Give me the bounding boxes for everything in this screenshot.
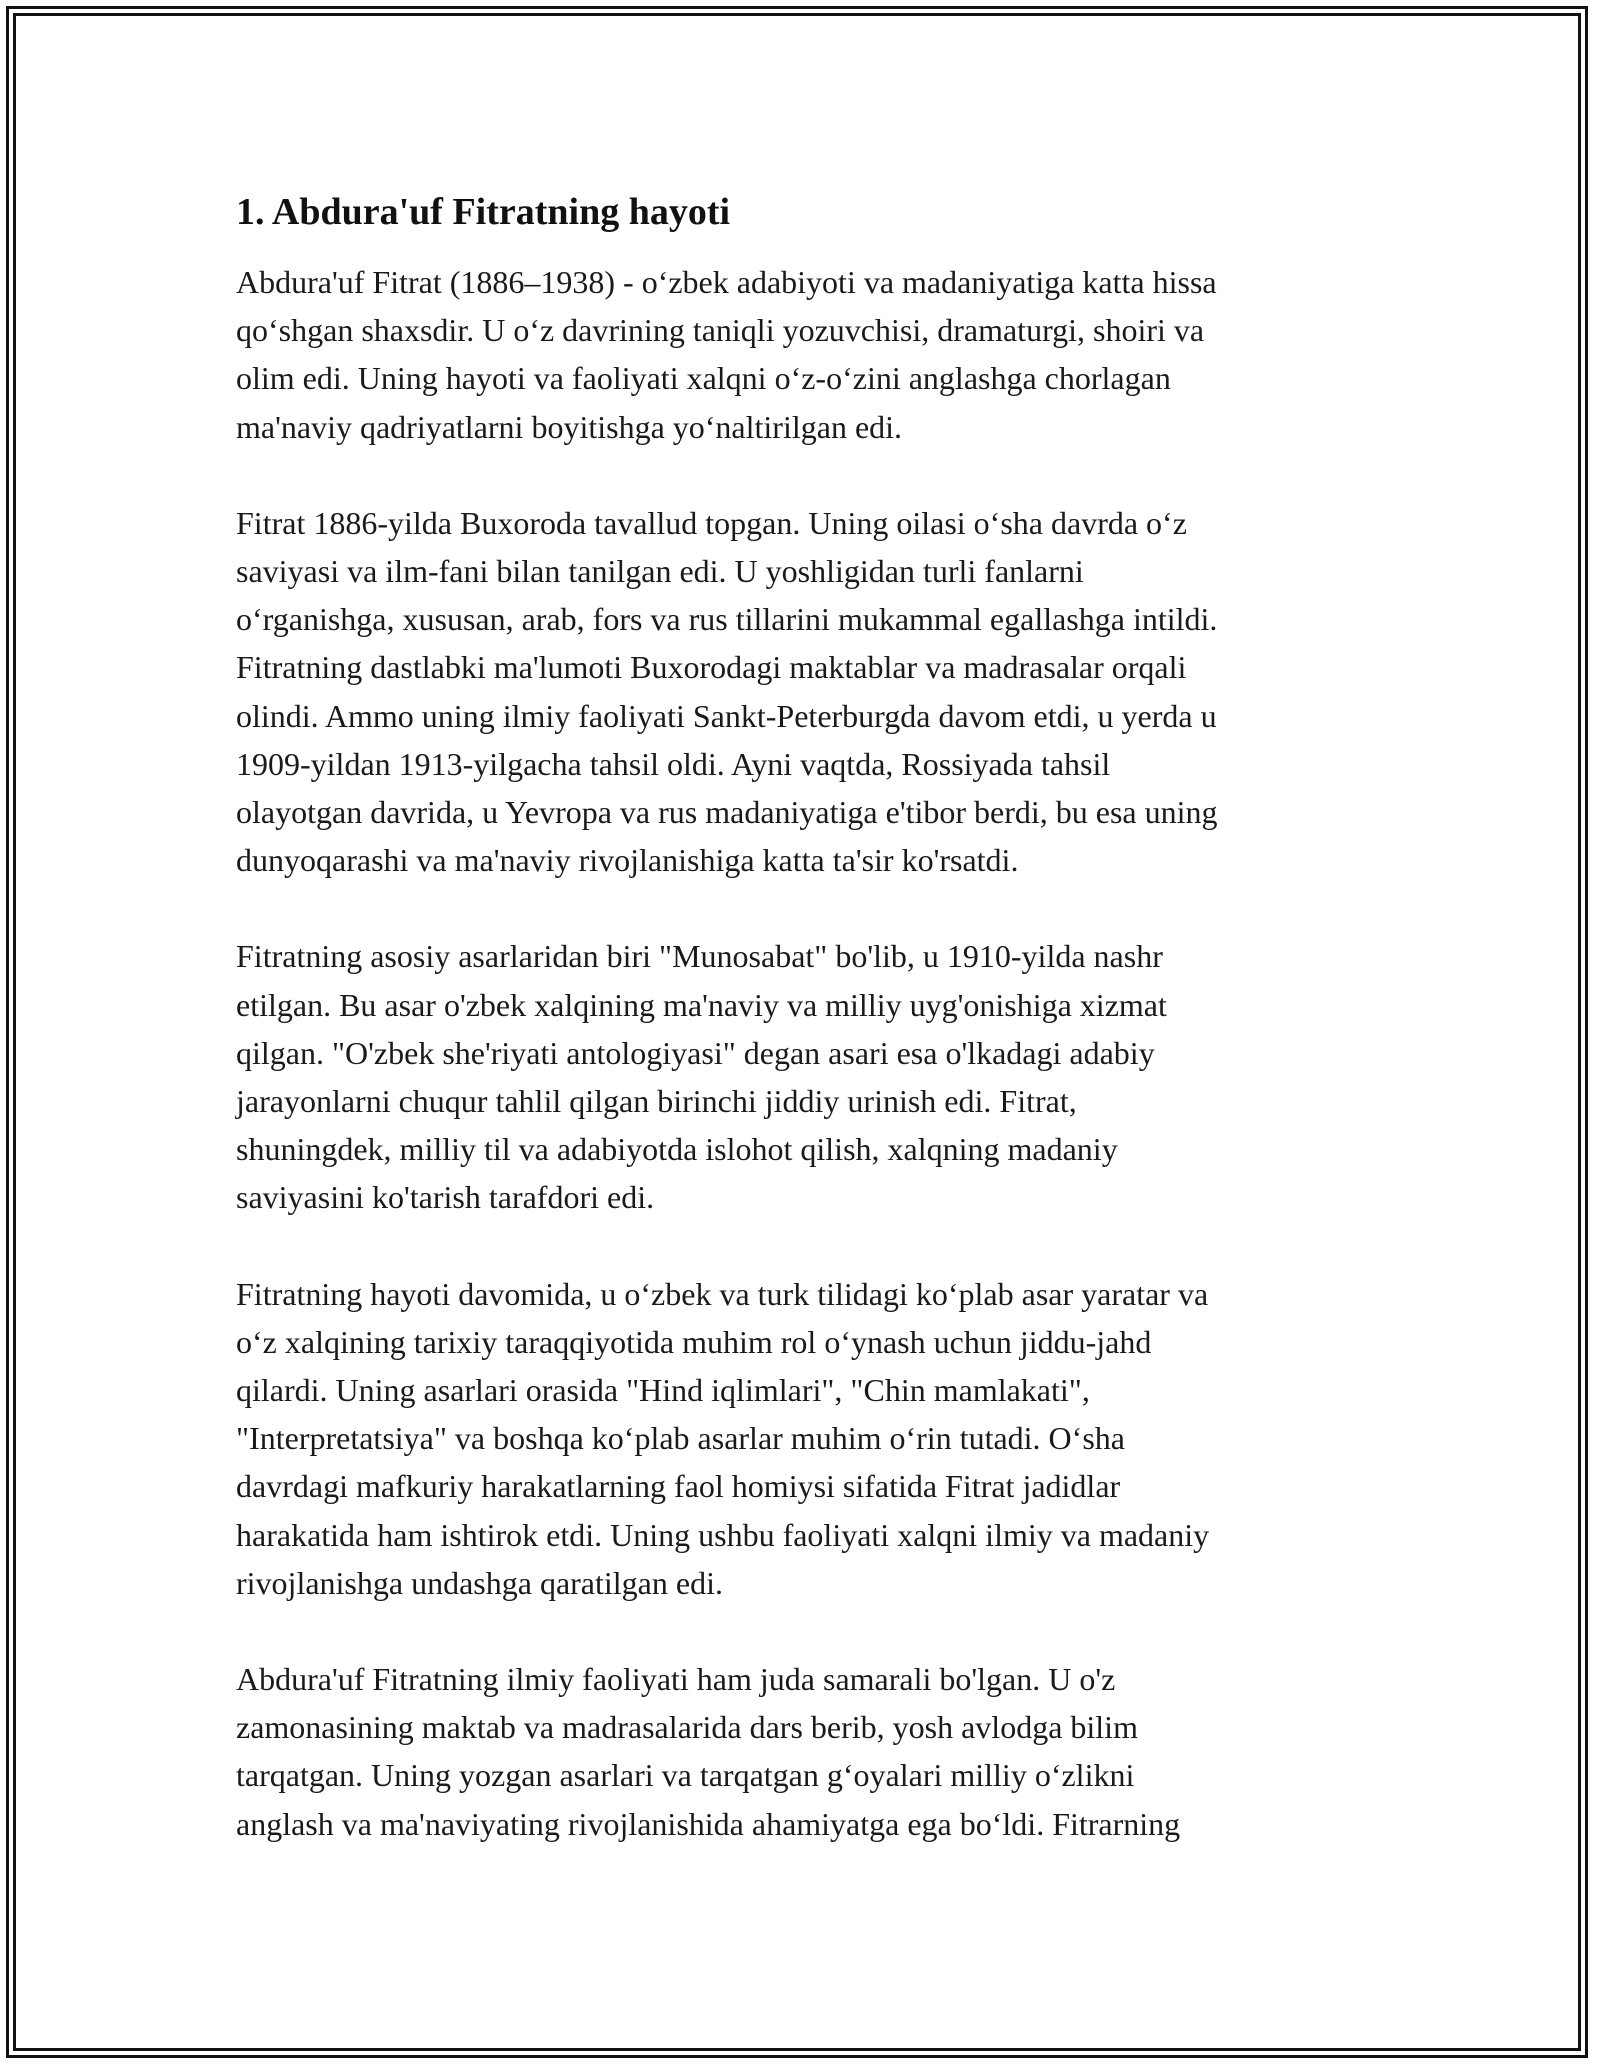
paragraph-main-works: Fitratning asosiy asarlaridan biri "Munosabat" bo'lib, u 1910-yilda nashr etilgan. Bu asar o'zbek xalqining ma'naviy va milliy uyg'onishiga xizmat qilgan. "O'zbek she'riyati antologiyasi" degan asari esa o'lkadagi adabiy jarayonlarni chuqur tahlil qilgan birinchi jiddiy urinish edi. Fitrat, shuningdek, milliy til va adabiyotda islohot qilish, xalqning madaniy saviyasini ko'tarish tarafdori edi. bbox=[236, 938, 1167, 1216]
paragraph-early-life: Fitrat 1886-yilda Buxoroda tavallud topgan. Uning oilasi o‘sha davrda o‘z saviyasi va ilm-fani bilan tanilgan edi. U yoshligidan turli fanlarni o‘rganishga, xususan, arab, fors va rus tillarini mukammal egallashga intildi. Fitratning dastlabki ma'lumoti Buxorodagi maktablar va madrasalar orqali olindi. Ammo uning ilmiy faoliyati Sankt-Peterburgda davom etdi, u yerda u 1909-yildan 1913-yilgacha tahsil oldi. Ayni vaqtda, Rossiyada tahsil olayotgan davrida, u Yevropa va rus madaniyatiga e'tibor berdi, bu esa uning dunyoqarashi va ma'naviy rivojlanishiga katta ta'sir ko'rsatdi. bbox=[236, 504, 1218, 879]
paragraph-activities: Fitratning hayoti davomida, u o‘zbek va turk tilidagi ko‘plab asar yaratar va o‘z xalqining tarixiy taraqqiyotida muhim rol o‘ynash uchun jiddu-jahd qilardi. Uning asarlari orasida "Hind iqlimlari", "Chin mamlakati", "Interpretatsiya" va boshqa ko‘plab asarlar muhim o‘rin tutadi. O‘sha davrdagi mafkuriy harakatlarning faol homiysi sifatida Fitrat jadidlar harakatida ham ishtirok etdi. Uning ushbu faoliyati xalqni ilmiy va madaniy rivojlanishga undashga qaratilgan edi. bbox=[236, 1275, 1210, 1601]
page-title: 1. Abdura'uf Fitratning hayoti bbox=[236, 191, 731, 233]
paragraph-intro: Abdura'uf Fitrat (1886–1938) - o‘zbek adabiyoti va madaniyatiga katta hissa qo‘shgan shaxsdir. U o‘z davrining taniqli yozuvchisi, dramaturgi, shoiri va olim edi. Uning hayoti va faoliyati xalqni o‘z-o‘zini anglashga chorlagan ma'naviy qadriyatlarni boyitishga yo‘naltirilgan edi. bbox=[236, 264, 1217, 445]
paragraph-scientific-work: Abdura'uf Fitratning ilmiy faoliyati ham juda samarali bo'lgan. U o'z zamonasining maktab va madrasalarida dars berib, yosh avlodga bilim tarqatgan. Uning yozgan asarlari va tarqatgan g‘oyalari milliy o‘zlikni anglash va ma'naviyating rivojlanishida ahamiyatga ega bo‘ldi. Fitrarning bbox=[236, 1661, 1181, 1842]
document-body bbox=[236, 188, 1384, 1896]
